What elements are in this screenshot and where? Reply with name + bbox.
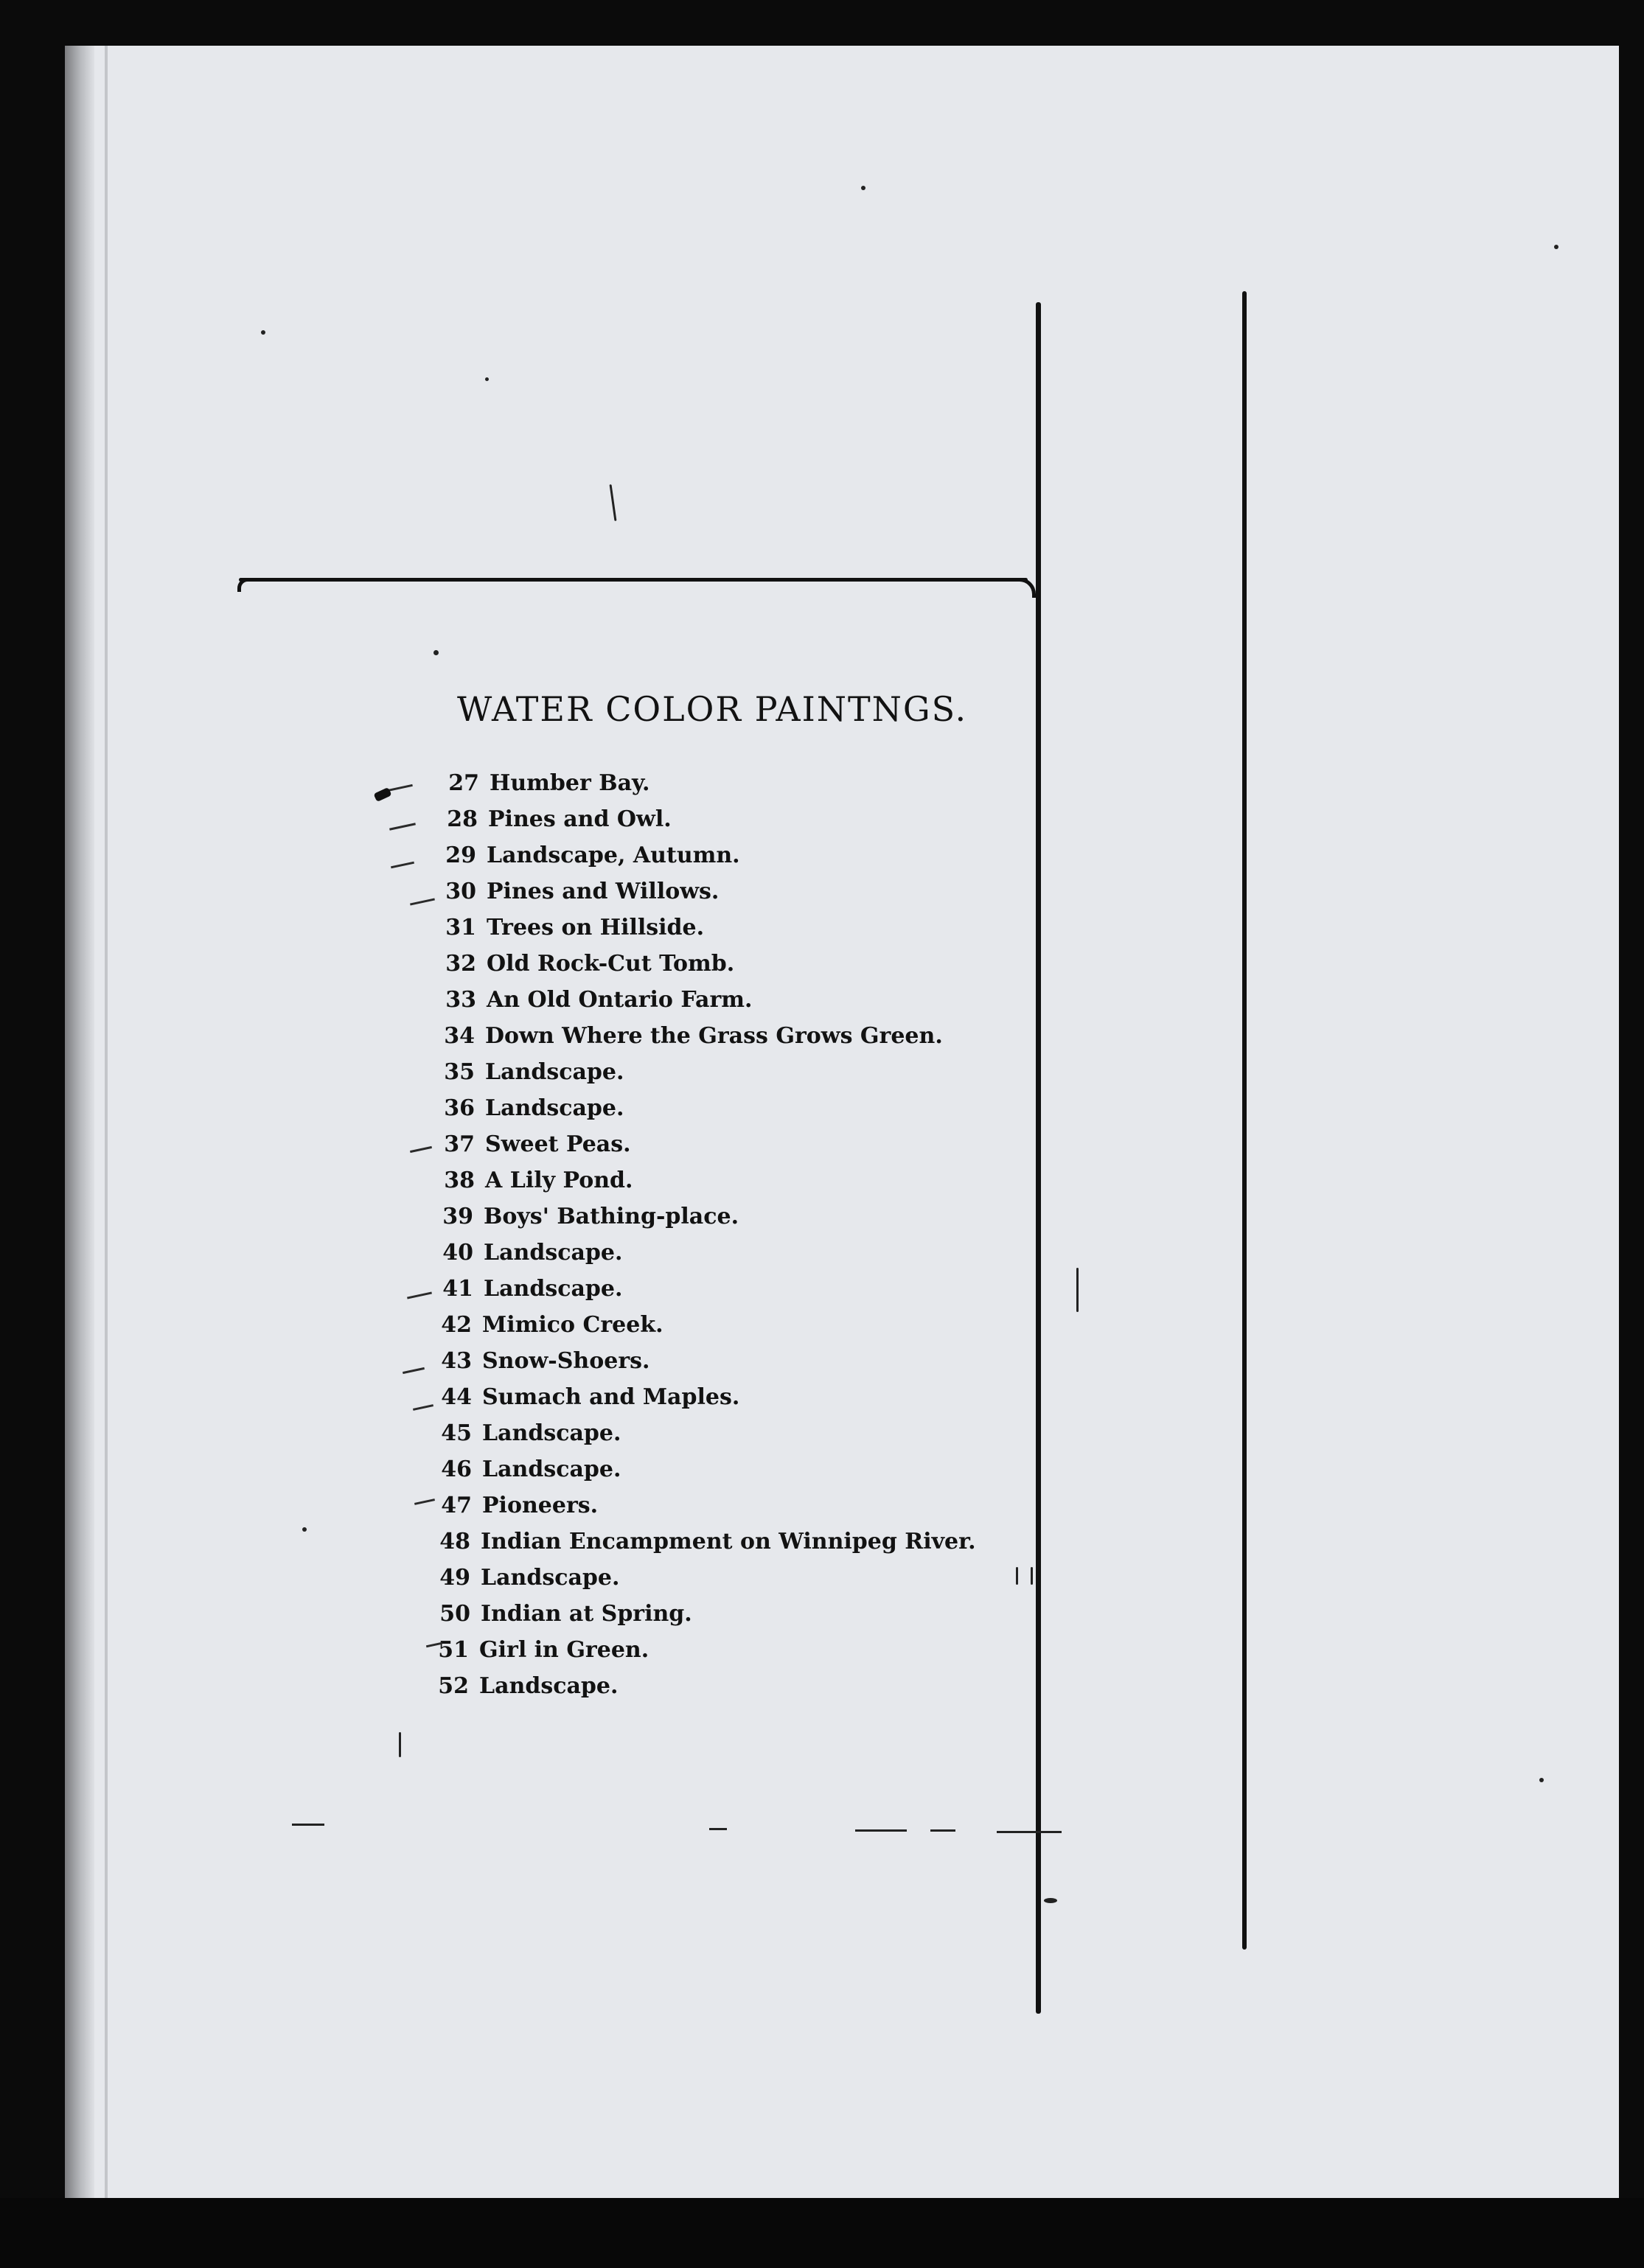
list-item xyxy=(436,1131,631,1167)
list-item xyxy=(438,879,719,914)
entry-number: 45 xyxy=(441,1420,472,1446)
bottom-rule-dash xyxy=(855,1829,907,1832)
entry-number: 48 xyxy=(439,1529,470,1555)
entry-title: Landscape. xyxy=(481,1565,620,1591)
list-item xyxy=(433,1493,598,1528)
list-item xyxy=(433,1420,621,1456)
pencil-mark xyxy=(1016,1567,1018,1585)
entry-number: 40 xyxy=(442,1240,473,1266)
entry-title: Indian at Spring. xyxy=(481,1601,692,1627)
entry-title: Indian Encampment on Winnipeg River. xyxy=(481,1529,976,1555)
entry-title: Sweet Peas. xyxy=(485,1131,631,1157)
pencil-mark xyxy=(1076,1268,1079,1312)
scan-bottom-edge xyxy=(0,2198,1644,2268)
entry-number: 52 xyxy=(438,1673,469,1699)
entry-title: Landscape. xyxy=(482,1456,621,1482)
list-item xyxy=(436,1059,624,1095)
entry-title: Pines and Owl. xyxy=(488,806,672,832)
entry-title: Landscape. xyxy=(479,1673,619,1699)
entry-title: Sumach and Maples. xyxy=(482,1384,740,1410)
entry-title: Humber Bay. xyxy=(490,770,650,796)
entry-title: Landscape. xyxy=(482,1420,621,1446)
ink-speck xyxy=(485,377,489,381)
entry-number: 51 xyxy=(438,1637,469,1663)
entry-title: Boys' Bathing-place. xyxy=(484,1204,739,1229)
entry-number: 43 xyxy=(441,1348,472,1374)
ink-speck xyxy=(433,650,439,655)
entry-number: 27 xyxy=(448,770,479,796)
list-item xyxy=(436,1095,624,1131)
bottom-rule-dash xyxy=(292,1824,324,1826)
bottom-rule-dash xyxy=(709,1828,727,1830)
list-item xyxy=(438,915,704,950)
list-item xyxy=(431,1673,618,1709)
entry-title: Landscape, Autumn. xyxy=(487,842,740,868)
list-item xyxy=(441,770,649,806)
list-item xyxy=(438,951,734,986)
entry-title: Pines and Willows. xyxy=(487,879,720,904)
entry-number: 47 xyxy=(441,1493,472,1518)
ink-speck xyxy=(302,1527,307,1532)
entry-number: 46 xyxy=(441,1456,472,1482)
entry-title: Mimico Creek. xyxy=(482,1312,663,1338)
entry-title: An Old Ontario Farm. xyxy=(487,987,753,1013)
bottom-rule-dash xyxy=(930,1829,955,1832)
ink-speck xyxy=(1044,1898,1057,1903)
list-item xyxy=(436,1168,633,1203)
entry-title: Down Where the Grass Grows Green. xyxy=(485,1023,943,1049)
entry-title: Pioneers. xyxy=(482,1493,599,1518)
entry-title: Landscape. xyxy=(485,1095,624,1121)
entry-title: A Lily Pond. xyxy=(485,1168,633,1193)
entry-number: 49 xyxy=(439,1565,470,1591)
entry-number: 30 xyxy=(445,879,476,904)
entry-number: 34 xyxy=(444,1023,475,1049)
entry-title: Landscape. xyxy=(484,1276,623,1302)
pencil-mark xyxy=(1031,1567,1033,1585)
entry-number: 44 xyxy=(441,1384,472,1410)
entry-number: 35 xyxy=(444,1059,475,1085)
binding-gutter xyxy=(65,46,94,2198)
list-item xyxy=(432,1529,976,1564)
entry-number: 32 xyxy=(445,951,476,977)
list-item xyxy=(433,1348,649,1384)
list-item xyxy=(433,1312,663,1347)
entry-number: 42 xyxy=(441,1312,472,1338)
entry-number: 38 xyxy=(444,1168,475,1193)
list-item xyxy=(432,1565,619,1600)
ink-speck xyxy=(1554,245,1558,249)
right-border-rule xyxy=(1036,302,1041,2014)
entry-number: 50 xyxy=(439,1601,470,1627)
catalogue-page xyxy=(65,46,1619,2198)
pencil-mark xyxy=(399,1732,401,1757)
entry-title: Old Rock-Cut Tomb. xyxy=(487,951,735,977)
entry-title: Girl in Green. xyxy=(479,1637,649,1663)
list-item xyxy=(431,1637,649,1672)
outer-border-rule xyxy=(1242,291,1247,1950)
list-item xyxy=(435,1204,739,1239)
entry-number: 36 xyxy=(444,1095,475,1121)
top-border-rule xyxy=(239,578,1028,582)
list-item xyxy=(436,1023,943,1058)
list-item xyxy=(433,1456,621,1492)
entry-title: Trees on Hillside. xyxy=(487,915,705,941)
list-item xyxy=(435,1276,622,1311)
ink-speck xyxy=(1539,1778,1544,1782)
list-item xyxy=(438,987,752,1022)
entry-title: Landscape. xyxy=(484,1240,623,1266)
list-item xyxy=(432,1601,692,1636)
list-item xyxy=(433,1384,739,1420)
entry-number: 37 xyxy=(444,1131,475,1157)
entry-title: Snow-Shoers. xyxy=(482,1348,650,1374)
gutter-edge xyxy=(105,46,108,2198)
entry-number: 29 xyxy=(445,842,476,868)
ink-speck xyxy=(610,484,617,521)
ink-speck xyxy=(861,186,865,190)
entry-number: 28 xyxy=(447,806,478,832)
list-item xyxy=(438,842,740,878)
entry-number: 31 xyxy=(445,915,476,941)
ink-speck xyxy=(261,330,265,335)
entry-number: 33 xyxy=(445,987,476,1013)
entry-title: Landscape. xyxy=(485,1059,624,1085)
list-item xyxy=(435,1240,622,1275)
entry-number: 39 xyxy=(442,1204,473,1229)
list-item xyxy=(439,806,672,842)
section-title: WATER COLOR PAINTNGS. xyxy=(457,689,968,729)
top-border-curl-left xyxy=(237,578,257,592)
bottom-rule-dash xyxy=(997,1831,1062,1833)
entry-number: 41 xyxy=(442,1276,473,1302)
